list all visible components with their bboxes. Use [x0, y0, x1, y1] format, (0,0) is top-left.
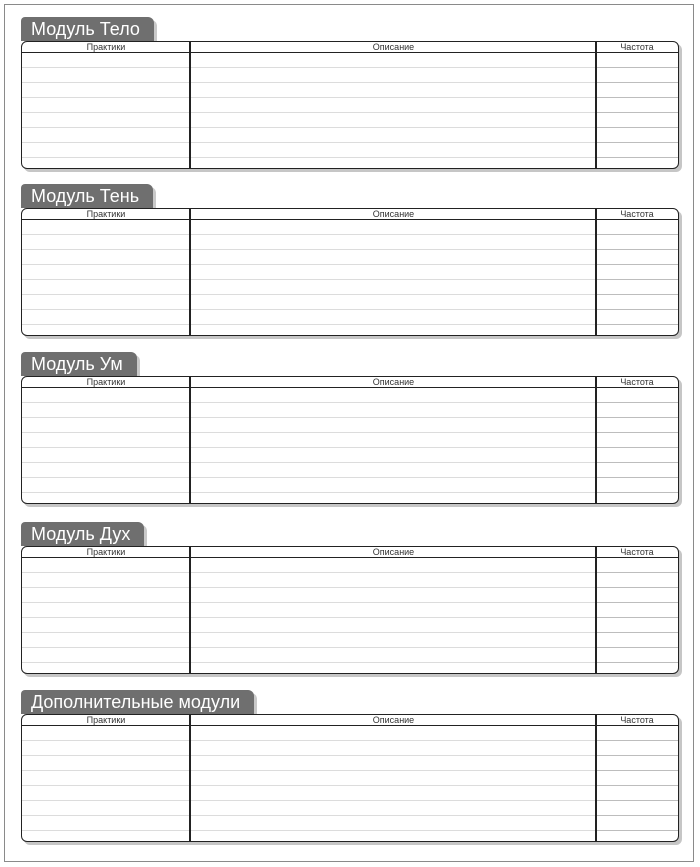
- module-title: Дополнительные модули: [21, 690, 254, 714]
- frequency-rows: [597, 220, 678, 335]
- column-divider: [595, 209, 597, 335]
- table-header: [22, 715, 678, 726]
- module-shadow: [21, 184, 685, 338]
- module-mind: [21, 352, 685, 506]
- column-header-frequency: Частота: [620, 715, 654, 725]
- module-table: [21, 376, 679, 504]
- column-header-frequency: Частота: [620, 377, 654, 387]
- table-header: [22, 377, 678, 388]
- column-divider: [189, 42, 191, 168]
- table-header: [22, 42, 678, 53]
- column-header-description: Описание: [372, 377, 415, 387]
- frequency-rows: [597, 558, 678, 673]
- module-title: Модуль Тело: [21, 17, 154, 41]
- column-header-description: Описание: [372, 715, 415, 725]
- column-divider: [595, 377, 597, 503]
- column-divider: [595, 547, 597, 673]
- column-divider: [189, 377, 191, 503]
- column-divider: [595, 42, 597, 168]
- module-title: Модуль Ум: [21, 352, 137, 376]
- column-header-frequency: Частота: [620, 547, 654, 557]
- column-divider: [189, 547, 191, 673]
- table-rows: [22, 220, 678, 335]
- module-table: [21, 208, 679, 336]
- frequency-rows: [597, 726, 678, 841]
- table-rows: [22, 558, 678, 673]
- column-header-practices: Практики: [86, 209, 126, 219]
- module-table: [21, 41, 679, 169]
- frequency-rows: [597, 53, 678, 168]
- module-title: Модуль Дух: [21, 522, 144, 546]
- module-title: Модуль Тень: [21, 184, 153, 208]
- module-table: [21, 546, 679, 674]
- frequency-rows: [597, 388, 678, 503]
- module-additional: [21, 690, 685, 844]
- column-header-practices: Практики: [86, 547, 126, 557]
- column-header-frequency: Частота: [620, 209, 654, 219]
- table-rows: [22, 388, 678, 503]
- column-header-description: Описание: [372, 547, 415, 557]
- table-rows: [22, 53, 678, 168]
- column-header-description: Описание: [372, 209, 415, 219]
- column-divider: [595, 715, 597, 841]
- module-table: [21, 714, 679, 842]
- worksheet-page: [4, 4, 694, 862]
- table-rows: [22, 726, 678, 841]
- column-divider: [189, 715, 191, 841]
- column-header-frequency: Частота: [620, 42, 654, 52]
- column-header-practices: Практики: [86, 377, 126, 387]
- table-header: [22, 547, 678, 558]
- column-header-practices: Практики: [86, 42, 126, 52]
- column-header-description: Описание: [372, 42, 415, 52]
- table-header: [22, 209, 678, 220]
- module-body: [21, 17, 685, 171]
- column-header-practices: Практики: [86, 715, 126, 725]
- module-spirit: [21, 522, 685, 676]
- column-divider: [189, 209, 191, 335]
